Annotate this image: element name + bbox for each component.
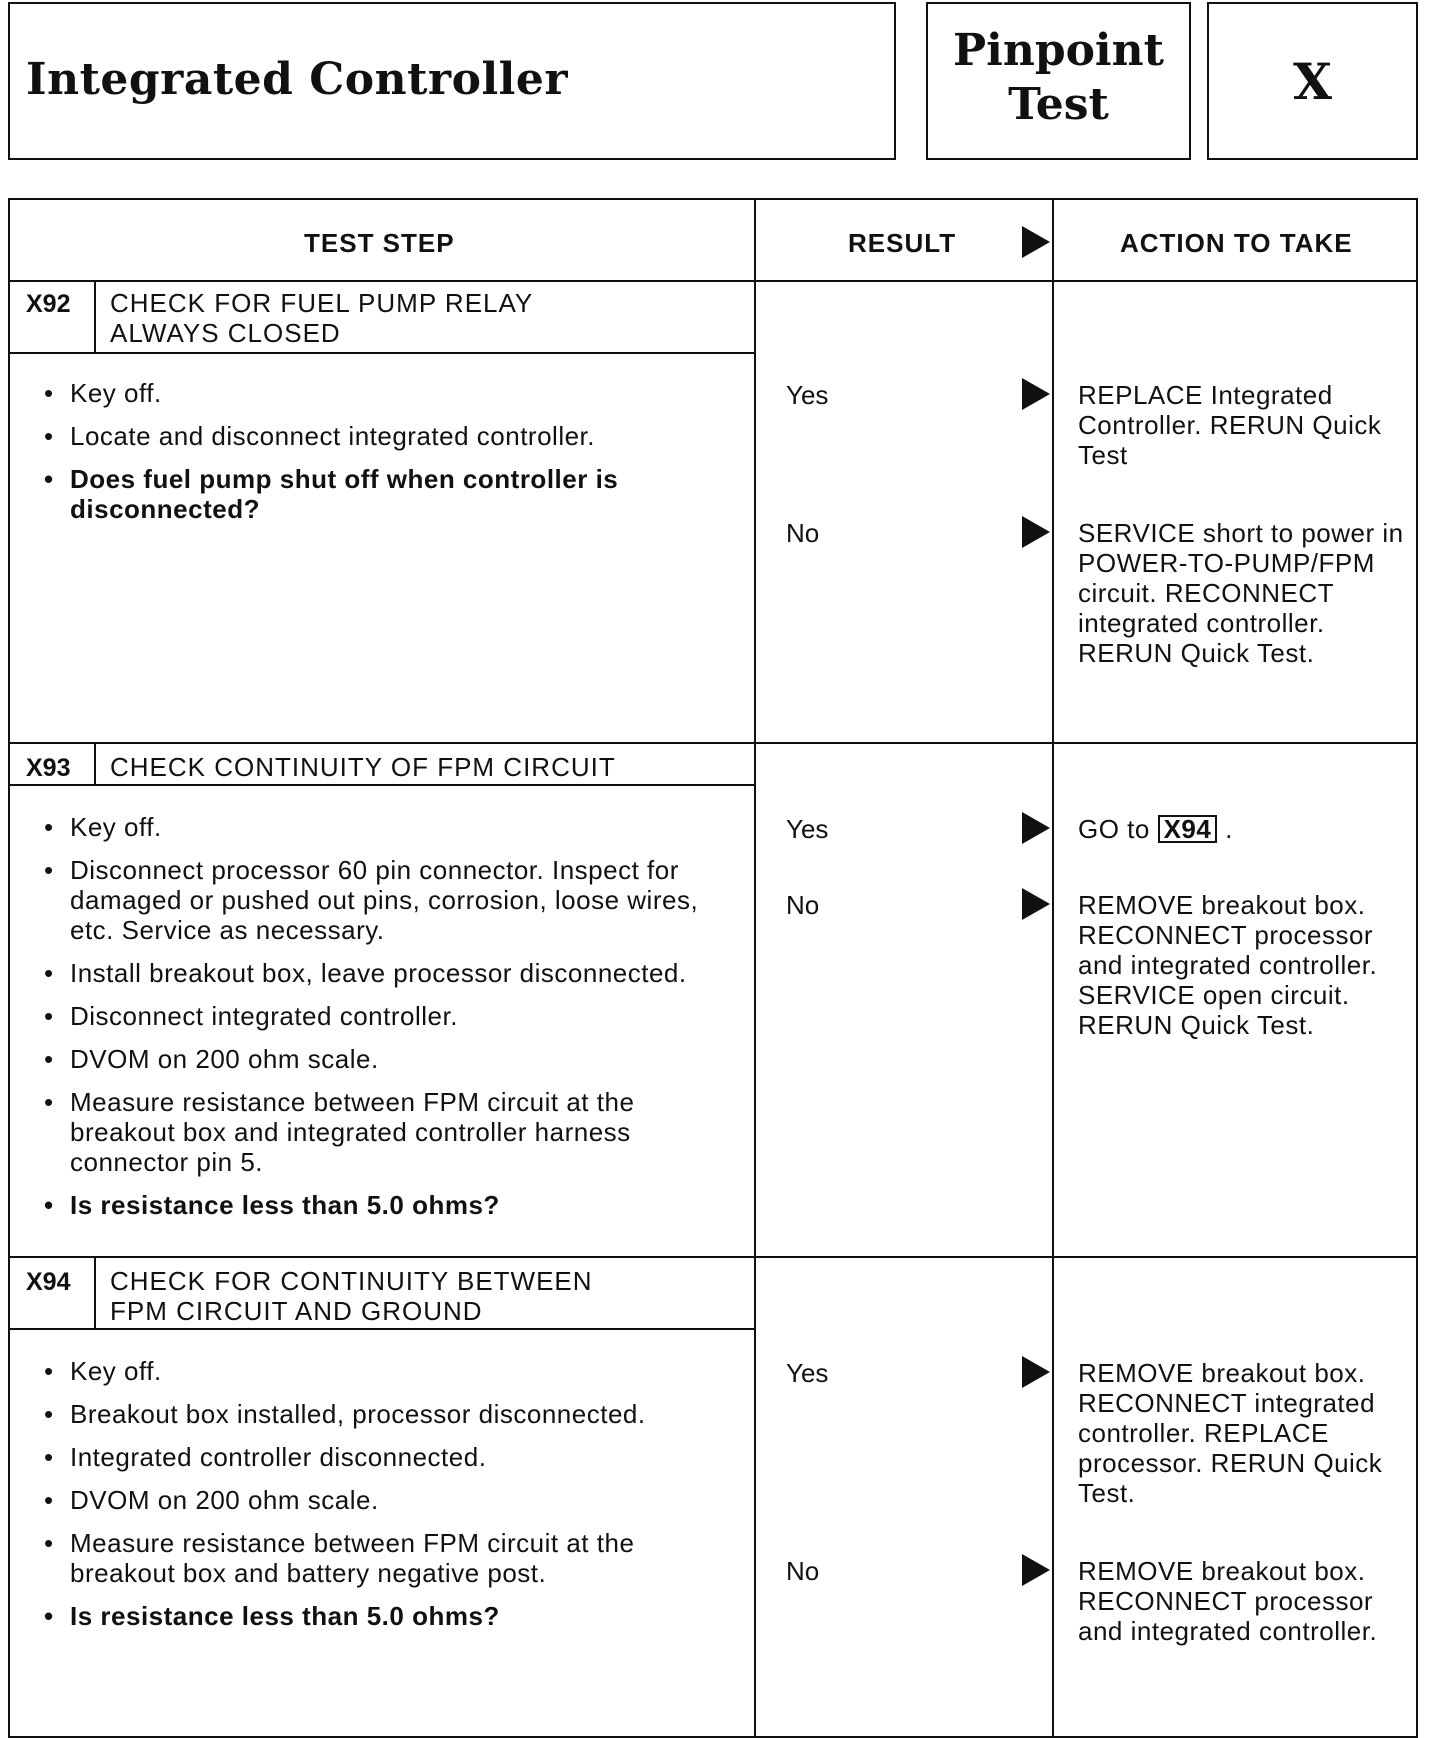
step-item: • Disconnect integrated controller. [30, 1001, 730, 1031]
action-yes-x94: REMOVE breakout box. RECONNECT integrated controller. REPLACE processor. RERUN Quick Test. [1078, 1358, 1383, 1508]
action-yes-x92: REPLACE Integrated Controller. RERUN Quick Test [1078, 380, 1382, 470]
header-arrow-icon [1022, 226, 1050, 258]
test-letter: X [1293, 52, 1332, 111]
result-arrow-icon [1022, 1554, 1050, 1586]
result-arrow-icon [1022, 516, 1050, 548]
step-title-divider [10, 1328, 756, 1330]
step-question: • Is resistance less than 5.0 ohms? [30, 1190, 730, 1220]
goto-prefix: GO to [1078, 814, 1150, 844]
step-item: • DVOM on 200 ohm scale. [30, 1485, 730, 1515]
column-header-action: ACTION TO TAKE [1120, 228, 1353, 258]
pinpoint-test-box [926, 2, 1191, 160]
result-no-x93: No [786, 890, 820, 920]
step-id-x93: X93 [26, 754, 71, 782]
result-arrow-icon [1022, 1356, 1050, 1388]
section-divider [10, 1256, 1416, 1258]
column-divider-result [754, 200, 756, 1736]
section-divider [10, 742, 1416, 744]
step-title-divider [10, 784, 756, 786]
column-header-result: RESULT [848, 228, 957, 258]
step-item: • Measure resistance between FPM circuit at the breakout box and battery negative post. [30, 1528, 730, 1588]
step-title-divider [10, 352, 756, 354]
step-title-x93: CHECK CONTINUITY OF FPM CIRCUIT [110, 752, 616, 782]
step-title-x92 [110, 288, 533, 348]
header-divider [10, 280, 1416, 282]
step-title-x92-line2: ALWAYS CLOSED [110, 318, 341, 348]
column-divider-action [1052, 200, 1054, 1736]
step-item: • Disconnect processor 60 pin connector. Inspect for damaged or pushed out pins, corrosion, loose wires, etc. Service as necessary. [30, 855, 730, 945]
step-item: • DVOM on 200 ohm scale. [30, 1044, 730, 1074]
step-item: • Locate and disconnect integrated controller. [30, 421, 730, 451]
result-arrow-icon [1022, 812, 1050, 844]
result-yes-x93: Yes [786, 814, 829, 844]
step-title-x92-line1: CHECK FOR FUEL PUMP RELAY [110, 288, 534, 318]
step-id-x94: X94 [26, 1268, 71, 1296]
step-id-divider [94, 1256, 96, 1328]
pinpoint-label-line2: Test [1008, 79, 1109, 130]
action-no-x92: SERVICE short to power in POWER-TO-PUMP/FPM circuit. RECONNECT integrated controller. RERUN Quick Test. [1078, 518, 1404, 668]
result-yes-x94: Yes [786, 1358, 829, 1388]
pinpoint-test-label [928, 24, 1189, 132]
result-yes-x92: Yes [786, 380, 829, 410]
step-item: • Key off. [30, 812, 730, 842]
action-no-x93: REMOVE breakout box. RECONNECT processor and integrated controller. SERVICE open circuit. RERUN Quick Test. [1078, 890, 1378, 1040]
step-item: • Key off. [30, 378, 730, 408]
step-item: • Breakout box installed, processor disconnected. [30, 1399, 730, 1429]
step-item: • Key off. [30, 1356, 730, 1386]
step-list-x94 [30, 1356, 730, 1644]
step-question: • Is resistance less than 5.0 ohms? [30, 1601, 730, 1631]
step-id-divider [94, 280, 96, 352]
pinpoint-label-line1: Pinpoint [953, 25, 1164, 76]
step-item: • Install breakout box, leave processor disconnected. [30, 958, 730, 988]
action-yes-x93 [1078, 814, 1408, 844]
result-arrow-icon [1022, 888, 1050, 920]
step-id-x92: X92 [26, 290, 71, 318]
result-arrow-icon [1022, 378, 1050, 410]
step-list-x92 [30, 378, 730, 537]
step-item: • Integrated controller disconnected. [30, 1442, 730, 1472]
goto-suffix: . [1225, 814, 1233, 844]
step-list-x93 [30, 812, 730, 1233]
step-title-x94 [110, 1266, 593, 1326]
step-title-x94-line1: CHECK FOR CONTINUITY BETWEEN [110, 1266, 593, 1296]
result-no-x92: No [786, 518, 820, 548]
test-letter-box [1207, 2, 1418, 160]
action-no-x94: REMOVE breakout box. RECONNECT processor and integrated controller. [1078, 1556, 1378, 1646]
pinpoint-test-table [8, 198, 1418, 1738]
goto-x94-reference[interactable]: X94 [1158, 815, 1218, 843]
step-question: • Does fuel pump shut off when controller is disconnected? [30, 464, 730, 524]
document-title-box [8, 2, 896, 160]
result-no-x94: No [786, 1556, 820, 1586]
step-title-x94-line2: FPM CIRCUIT AND GROUND [110, 1296, 483, 1326]
document-title: Integrated Controller [26, 54, 569, 105]
step-item: • Measure resistance between FPM circuit at the breakout box and integrated controller harness connector pin 5. [30, 1087, 730, 1177]
step-id-divider [94, 742, 96, 784]
column-header-test-step: TEST STEP [304, 228, 455, 258]
